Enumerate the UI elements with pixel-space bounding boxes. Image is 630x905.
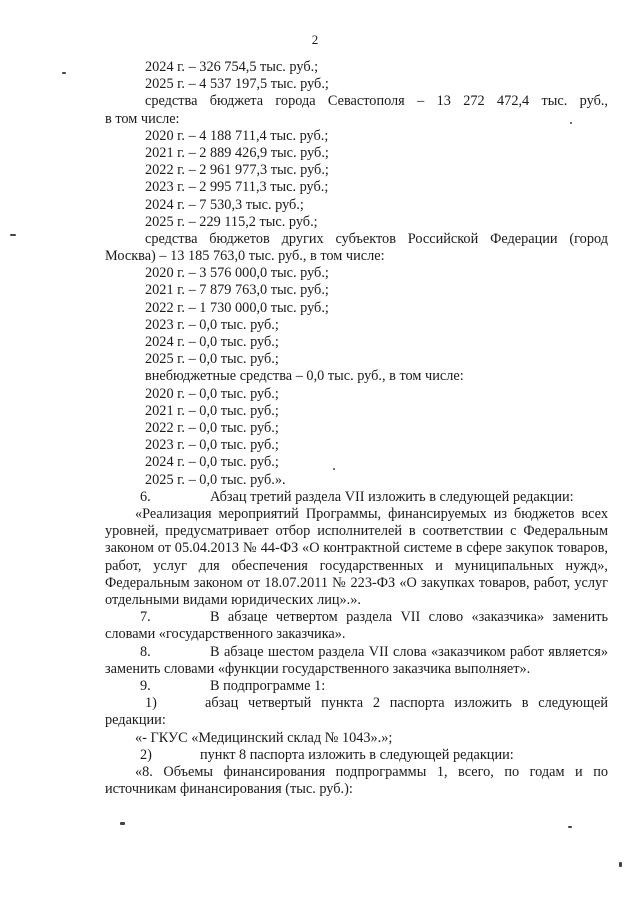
- funding-source-line: средства бюджета города Севастополя – 13 272 472,4 тыс. руб.,: [145, 93, 608, 110]
- scan-speck: [619, 862, 622, 867]
- paragraph-7: [105, 609, 608, 643]
- paragraph-8: [105, 644, 608, 678]
- scan-speck: [62, 72, 66, 74]
- amount-line: 2020 г. – 0,0 тыс. руб.;: [145, 385, 279, 402]
- amount-line: 2023 г. – 2 995 711,3 тыс. руб.;: [145, 179, 329, 196]
- quoted-text: «8. Объемы финансирования подпрограммы 1, всего, по годам и по источникам финансирования (тыс. руб.):: [105, 763, 608, 798]
- document-body: [105, 59, 608, 798]
- item-number: 7.: [140, 609, 151, 626]
- amount-line: 2020 г. – 3 576 000,0 тыс. руб.;: [145, 265, 329, 282]
- scan-speck: [568, 826, 572, 828]
- item-number: 9.: [140, 677, 151, 694]
- amount-line: 2020 г. – 4 188 711,4 тыс. руб.;: [145, 127, 329, 144]
- subitem-1: [105, 695, 608, 729]
- quoted-text: «Реализация мероприятий Программы, финансируемых из бюджетов всех уровней, предусматривает отбор исполнителей в соответствии с Федеральным законом от 05.04.2013 № 44-ФЗ «О контрактной системе в сфере закупок товаров, работ, услуг для обеспечения государственных и муниципальных нужд», Федеральным законом от 18.07.2011 № 223-ФЗ «О закупках товаров, работ, услуг отдельными видами юридических лиц».».: [105, 505, 608, 608]
- subitem-2: [105, 747, 608, 764]
- paragraph-text: абзац четвертый пункта 2 паспорта изложить в следующей редакции:: [105, 695, 608, 729]
- amount-line: 2024 г. – 326 754,5 тыс. руб.;: [145, 59, 319, 75]
- funding-source-line: в том числе:: [105, 110, 180, 127]
- amount-line: 2025 г. – 4 537 197,5 тыс. руб.;: [145, 76, 329, 93]
- amount-line: 2022 г. – 1 730 000,0 тыс. руб.;: [145, 299, 329, 316]
- amount-line: 2025 г. – 0,0 тыс. руб.».: [145, 471, 286, 488]
- paragraph-text: Абзац третий раздела VII изложить в следующей редакции:: [210, 488, 574, 505]
- item-number: 8.: [140, 643, 151, 660]
- paragraph-text: В абзаце шестом раздела VII слова «заказчиком работ является» заменить словами «функции государственного заказчика выполняет».: [105, 643, 608, 677]
- paragraph-6: [105, 489, 608, 506]
- amount-line: 2024 г. – 7 530,3 тыс. руб.;: [145, 196, 304, 213]
- amount-line: 2021 г. – 2 889 426,9 тыс. руб.;: [145, 144, 329, 161]
- scan-speck: [10, 234, 16, 236]
- page-number: 2: [311, 32, 319, 47]
- amount-line: 2023 г. – 0,0 тыс. руб.;: [145, 437, 279, 454]
- paragraph-text: пункт 8 паспорта изложить в следующей редакции:: [200, 746, 514, 763]
- paragraph-text: В подпрограмме 1:: [210, 677, 326, 694]
- amount-line: 2021 г. – 0,0 тыс. руб.;: [145, 402, 279, 419]
- amount-line: 2025 г. – 229 115,2 тыс. руб.;: [145, 213, 318, 230]
- paragraph-9: [105, 678, 608, 695]
- amount-line: 2023 г. – 0,0 тыс. руб.;: [145, 316, 279, 333]
- amount-line: 2022 г. – 2 961 977,3 тыс. руб.;: [145, 162, 329, 179]
- quoted-text: «- ГКУС «Медицинский склад № 1043».»;: [135, 729, 393, 746]
- funding-source-line: Москва) – 13 185 763,0 тыс. руб., в том числе:: [105, 248, 385, 265]
- amount-line: 2024 г. – 0,0 тыс. руб.;: [145, 454, 279, 471]
- amount-line: 2025 г. – 0,0 тыс. руб.;: [145, 351, 279, 368]
- amount-line: 2021 г. – 7 879 763,0 тыс. руб.;: [145, 282, 329, 299]
- funding-source-line: средства бюджетов других субъектов Российской Федерации (город: [145, 230, 608, 247]
- item-number: 6.: [140, 488, 151, 505]
- item-number: 1): [145, 695, 157, 712]
- paragraph-text: В абзаце четвертом раздела VII слово «заказчика» заменить словами «государственного заказчика».: [105, 609, 608, 643]
- funding-source-line: внебюджетные средства – 0,0 тыс. руб., в том числе:: [145, 368, 464, 385]
- item-number: 2): [140, 746, 152, 763]
- scan-speck: [120, 822, 125, 825]
- amount-line: 2024 г. – 0,0 тыс. руб.;: [145, 334, 279, 350]
- amount-line: 2022 г. – 0,0 тыс. руб.;: [145, 419, 279, 436]
